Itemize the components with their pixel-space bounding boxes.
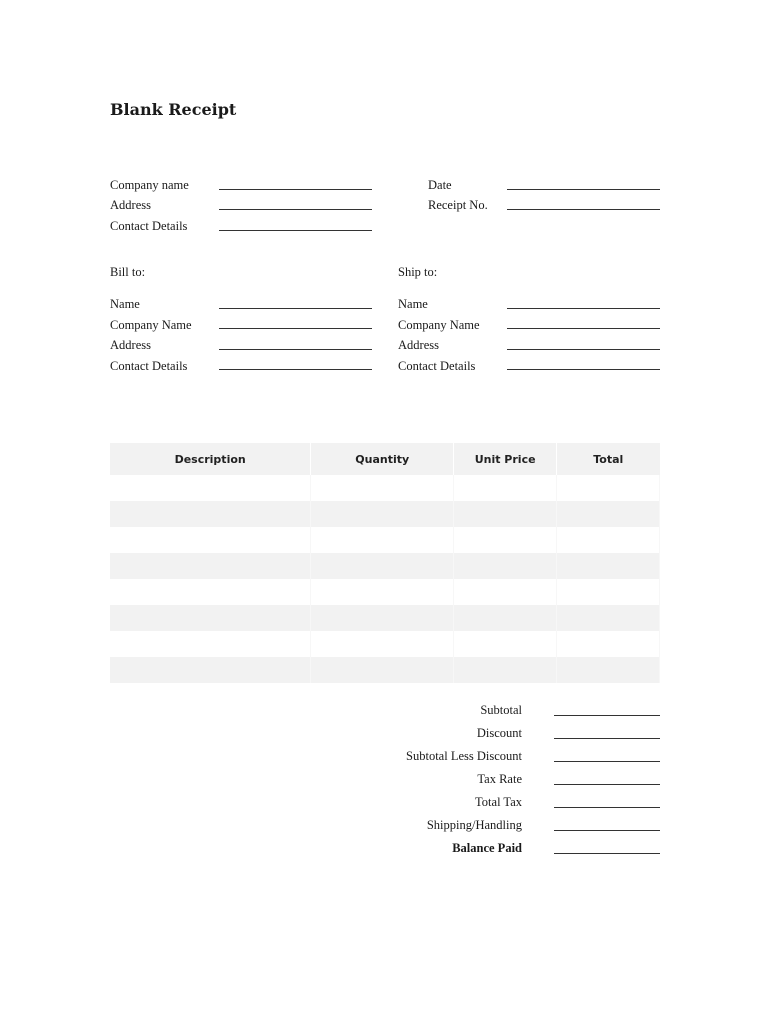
total-header: Total <box>557 443 660 475</box>
table-row <box>110 501 660 527</box>
company-contact-field[interactable] <box>219 230 372 231</box>
table-row <box>110 553 660 579</box>
balance-paid-label: Balance Paid <box>452 841 522 855</box>
shipping-field[interactable] <box>554 830 660 831</box>
ship-to-company-field[interactable] <box>507 328 660 329</box>
ship-to-address-label: Address <box>398 338 439 352</box>
receipt-no-label: Receipt No. <box>428 198 488 212</box>
unit-price-cell[interactable] <box>454 579 557 605</box>
unit-price-cell[interactable] <box>454 631 557 657</box>
discount-field[interactable] <box>554 738 660 739</box>
date-label: Date <box>428 178 452 192</box>
table-row <box>110 527 660 553</box>
unit-price-cell[interactable] <box>454 605 557 631</box>
total-cell[interactable] <box>557 475 660 501</box>
unit-price-cell[interactable] <box>454 501 557 527</box>
quantity-cell[interactable] <box>311 657 454 683</box>
quantity-cell[interactable] <box>311 501 454 527</box>
unit-price-cell[interactable] <box>454 475 557 501</box>
unit-price-cell[interactable] <box>454 553 557 579</box>
quantity-cell[interactable] <box>311 605 454 631</box>
company-contact-label: Contact Details <box>110 219 188 233</box>
bill-to-name-field[interactable] <box>219 308 372 309</box>
company-address-field[interactable] <box>219 209 372 210</box>
unit-price-cell[interactable] <box>454 527 557 553</box>
unit-price-cell[interactable] <box>454 657 557 683</box>
ship-to-company-label: Company Name <box>398 318 480 332</box>
description-cell[interactable] <box>110 605 311 631</box>
description-cell[interactable] <box>110 631 311 657</box>
discount-label: Discount <box>476 726 522 740</box>
total-cell[interactable] <box>557 553 660 579</box>
quantity-cell[interactable] <box>311 579 454 605</box>
unit-price-header: Unit Price <box>454 443 557 475</box>
table-row <box>110 475 660 501</box>
total-tax-label: Total Tax <box>475 795 522 809</box>
quantity-cell[interactable] <box>311 527 454 553</box>
bill-to-name-label: Name <box>110 297 140 311</box>
ship-to-contact-label: Contact Details <box>398 359 476 373</box>
page-title: Blank Receipt <box>110 100 237 119</box>
receipt-no-field[interactable] <box>507 209 660 210</box>
company-name-label: Company name <box>110 178 189 192</box>
bill-to-heading: Bill to: <box>110 265 146 279</box>
total-cell[interactable] <box>557 527 660 553</box>
bill-to-company-field[interactable] <box>219 328 372 329</box>
quantity-cell[interactable] <box>311 553 454 579</box>
subtotal-field[interactable] <box>554 715 660 716</box>
description-header: Description <box>110 443 311 475</box>
tax-rate-field[interactable] <box>554 784 660 785</box>
description-cell[interactable] <box>110 553 311 579</box>
table-row <box>110 657 660 683</box>
total-cell[interactable] <box>557 579 660 605</box>
table-row <box>110 605 660 631</box>
items-table <box>110 443 660 683</box>
bill-to-address-field[interactable] <box>219 349 372 350</box>
table-row <box>110 631 660 657</box>
ship-to-heading: Ship to: <box>398 265 438 279</box>
quantity-cell[interactable] <box>311 475 454 501</box>
tax-rate-label: Tax Rate <box>477 772 522 786</box>
subtotal-less-discount-label: Subtotal Less Discount <box>406 749 522 763</box>
bill-to-contact-label: Contact Details <box>110 359 188 373</box>
bill-to-contact-field[interactable] <box>219 369 372 370</box>
table-header-row <box>110 443 660 475</box>
ship-to-address-field[interactable] <box>507 349 660 350</box>
bill-to-address-label: Address <box>110 338 151 352</box>
subtotal-label: Subtotal <box>480 703 522 717</box>
company-name-field[interactable] <box>219 189 372 190</box>
ship-to-name-field[interactable] <box>507 308 660 309</box>
date-field[interactable] <box>507 189 660 190</box>
company-address-label: Address <box>110 198 151 212</box>
total-cell[interactable] <box>557 605 660 631</box>
ship-to-name-label: Name <box>398 297 428 311</box>
table-row <box>110 579 660 605</box>
ship-to-contact-field[interactable] <box>507 369 660 370</box>
total-cell[interactable] <box>557 657 660 683</box>
description-cell[interactable] <box>110 527 311 553</box>
total-cell[interactable] <box>557 631 660 657</box>
shipping-label: Shipping/Handling <box>426 818 522 832</box>
total-tax-field[interactable] <box>554 807 660 808</box>
total-cell[interactable] <box>557 501 660 527</box>
subtotal-less-discount-field[interactable] <box>554 761 660 762</box>
balance-paid-field[interactable] <box>554 853 660 854</box>
description-cell[interactable] <box>110 501 311 527</box>
bill-to-company-label: Company Name <box>110 318 192 332</box>
quantity-header: Quantity <box>311 443 454 475</box>
description-cell[interactable] <box>110 579 311 605</box>
quantity-cell[interactable] <box>311 631 454 657</box>
description-cell[interactable] <box>110 475 311 501</box>
description-cell[interactable] <box>110 657 311 683</box>
